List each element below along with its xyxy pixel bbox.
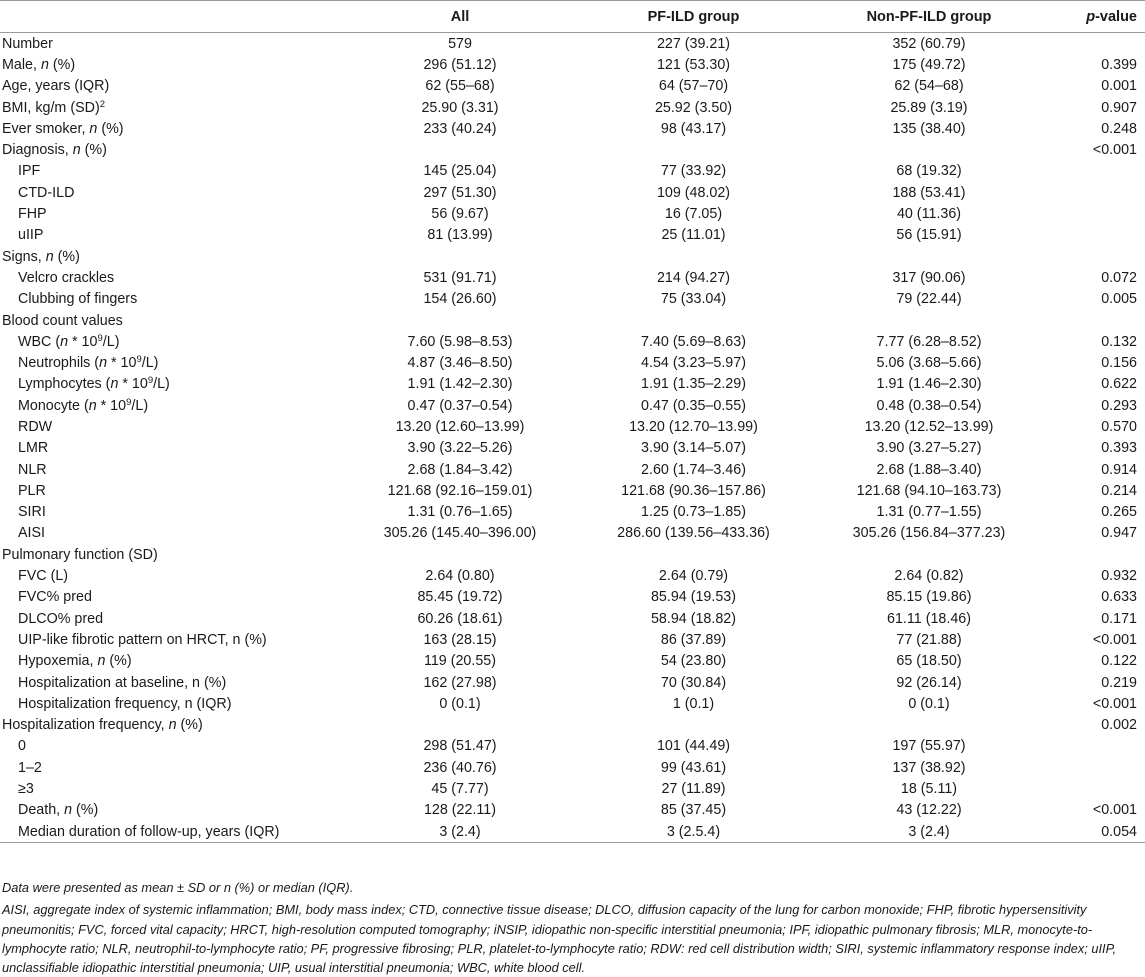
- cell-pf-ild: 109 (48.02): [656, 184, 731, 201]
- row-label: [0, 483, 340, 499]
- table-row: [0, 331, 1145, 352]
- row-label-part: n: [72, 142, 81, 159]
- cell-all: 297 (51.30): [423, 184, 497, 201]
- cell-non-pf-ild: 175 (49.72): [892, 56, 966, 73]
- cell-non-pf-ild: 61.11 (18.46): [887, 610, 971, 627]
- table-row: [0, 693, 1145, 714]
- row-label-part: Signs,: [2, 248, 46, 265]
- row-label: [0, 249, 340, 265]
- row-label-part: (%): [80, 142, 107, 159]
- cell-pf-ild: 1.91 (1.35–2.29): [641, 376, 746, 393]
- row-label: [0, 185, 340, 201]
- cell-all: 60.26 (18.61): [417, 610, 503, 627]
- cell-p-value: 0.219: [1101, 674, 1137, 691]
- cell-all: 62 (55–68): [425, 78, 495, 95]
- table-row: [0, 715, 1145, 736]
- table-row: [0, 757, 1145, 778]
- table-row: [0, 395, 1145, 416]
- cell-pf-ild: 0.47 (0.35–0.55): [641, 397, 746, 414]
- row-label: [0, 653, 340, 669]
- row-label-part: uIIP: [18, 227, 44, 244]
- cell-non-pf-ild: 92 (26.14): [896, 674, 962, 691]
- row-label-part: n: [168, 717, 177, 734]
- cell-non-pf-ild: 2.64 (0.82): [894, 568, 964, 585]
- cell-pf-ild: 25.92 (3.50): [654, 99, 733, 116]
- row-label-part: 0: [18, 738, 26, 755]
- row-label-part: (%): [105, 653, 132, 670]
- table-row: [0, 139, 1145, 160]
- row-label: [0, 36, 340, 52]
- row-label: [0, 675, 340, 691]
- cell-all: 0 (0.1): [439, 695, 481, 712]
- cell-non-pf-ild: 77 (21.88): [896, 631, 962, 648]
- row-label-part: n: [110, 376, 119, 393]
- cell-pf-ild: 2.64 (0.79): [658, 568, 729, 585]
- cell-pf-ild: 85 (37.45): [660, 802, 727, 819]
- row-label-part: RDW: [18, 418, 53, 435]
- cell-pf-ild: 75 (33.04): [660, 291, 727, 308]
- cell-all: 298 (51.47): [423, 738, 497, 755]
- cell-all: 2.68 (1.84–3.42): [407, 461, 513, 478]
- row-label-part: Diagnosis,: [2, 142, 73, 159]
- row-label-part: UIP-like fibrotic pattern on HRCT, n (%): [18, 631, 267, 648]
- row-label: [0, 419, 340, 435]
- cell-pf-ild: 227 (39.21): [656, 35, 731, 52]
- row-label-part: n: [64, 802, 73, 819]
- row-label: [0, 291, 340, 307]
- row-label: [0, 781, 340, 797]
- cell-non-pf-ild: 121.68 (94.10–163.73): [856, 482, 1002, 499]
- cell-non-pf-ild: 43 (12.22): [896, 802, 962, 819]
- row-label-part: PLR: [18, 482, 46, 499]
- row-label: [0, 589, 340, 605]
- cell-non-pf-ild: 40 (11.36): [896, 206, 962, 223]
- row-label: [0, 462, 340, 478]
- row-label: [0, 525, 340, 541]
- cell-non-pf-ild: 18 (5.11): [900, 781, 958, 798]
- table-row: [0, 416, 1145, 437]
- row-label: [0, 568, 340, 584]
- cell-p-value: 0.156: [1101, 355, 1137, 372]
- table-row: [0, 182, 1145, 203]
- cell-non-pf-ild: 1.31 (0.77–1.55): [876, 504, 982, 521]
- row-label-part: Hypoxemia,: [18, 653, 98, 670]
- table-row: [0, 502, 1145, 523]
- cell-pf-ild: 1 (0.1): [672, 695, 715, 712]
- cell-p-value: <0.001: [1092, 142, 1137, 159]
- row-label: [0, 440, 340, 456]
- row-label-part: * 10: [68, 333, 98, 350]
- row-label: [0, 611, 340, 627]
- row-label-part: Lymphocytes (: [18, 376, 111, 393]
- cell-all: 145 (25.04): [423, 163, 497, 180]
- row-label-part: * 10: [107, 355, 137, 372]
- cell-p-value: 0.002: [1101, 717, 1137, 734]
- row-label-part: /L): [153, 376, 170, 393]
- table-row: [0, 225, 1145, 246]
- cell-p-value: 0.005: [1101, 291, 1137, 308]
- row-label-part: Hospitalization at baseline, n (%): [18, 674, 227, 691]
- cell-non-pf-ild: 2.68 (1.88–3.40): [876, 461, 982, 478]
- cell-all: 45 (7.77): [431, 781, 489, 798]
- table-row: [0, 608, 1145, 629]
- cell-non-pf-ild: 65 (18.50): [896, 653, 962, 670]
- cell-pf-ild: 286.60 (139.56–433.36): [617, 525, 770, 542]
- row-label: [0, 334, 340, 350]
- cell-pf-ild: 1.25 (0.73–1.85): [641, 504, 746, 521]
- cell-p-value: 0.399: [1101, 56, 1137, 73]
- cell-non-pf-ild: 85.15 (19.86): [886, 589, 972, 606]
- cell-pf-ild: 64 (57–70): [658, 78, 729, 95]
- cell-p-value: 0.122: [1101, 653, 1137, 670]
- table-row: [0, 544, 1145, 565]
- cell-p-value: 0.171: [1101, 610, 1137, 627]
- table-row: [0, 97, 1145, 118]
- row-label-part: SIRI: [18, 504, 46, 521]
- cell-p-value: 0.907: [1101, 99, 1137, 116]
- table-row: [0, 374, 1145, 395]
- row-label-part: n: [40, 56, 49, 73]
- row-label-part: (%): [176, 717, 203, 734]
- cell-non-pf-ild: 0 (0.1): [908, 695, 950, 712]
- cell-all: 163 (28.15): [423, 631, 497, 648]
- cell-all: 13.20 (12.60–13.99): [395, 418, 525, 435]
- table-row: [0, 778, 1145, 799]
- cell-pf-ild: 13.20 (12.70–13.99): [629, 418, 758, 435]
- row-label-part: 9: [126, 396, 132, 408]
- table-row: [0, 438, 1145, 459]
- row-label-part: * 10: [96, 397, 127, 414]
- table-header-row: [0, 0, 1145, 33]
- row-label: [0, 100, 340, 116]
- cell-p-value: <0.001: [1092, 802, 1137, 819]
- row-label-part: NLR: [18, 461, 47, 478]
- cell-all: 119 (20.55): [423, 653, 497, 670]
- cell-pf-ild: 70 (30.84): [660, 674, 727, 691]
- table-row: [0, 800, 1145, 821]
- cell-all: 7.60 (5.98–8.53): [407, 333, 513, 350]
- cell-non-pf-ild: 25.89 (3.19): [890, 99, 968, 116]
- row-label-part: FHP: [18, 206, 47, 223]
- row-label-part: Median duration of follow-up, years (IQR): [18, 823, 280, 840]
- row-label-part: (%): [72, 802, 99, 819]
- cell-p-value: 0.001: [1101, 78, 1137, 95]
- cell-non-pf-ild: 197 (55.97): [892, 738, 966, 755]
- cell-p-value: 0.622: [1101, 376, 1137, 393]
- row-label-part: (SD): [66, 99, 100, 116]
- table-row: [0, 736, 1145, 757]
- table-row: [0, 289, 1145, 310]
- row-label-part: n: [60, 333, 69, 350]
- table-row: [0, 310, 1145, 331]
- header-p-value: [1051, 9, 1145, 25]
- table-row: [0, 161, 1145, 182]
- table-row: [0, 352, 1145, 373]
- cell-pf-ild: 2.60 (1.74–3.46): [641, 461, 746, 478]
- table-row: [0, 480, 1145, 501]
- row-label-part: n: [89, 120, 98, 137]
- cell-all: 3 (2.4): [439, 823, 481, 840]
- row-label: [0, 738, 340, 754]
- cell-pf-ild: 98 (43.17): [660, 120, 727, 137]
- cell-non-pf-ild: 135 (38.40): [892, 120, 966, 137]
- table-body: [0, 33, 1145, 843]
- row-label-part: * 10: [118, 376, 148, 393]
- row-label: [0, 760, 340, 776]
- row-label-part: Velcro crackles: [18, 269, 115, 286]
- header-p-italic: p: [1086, 8, 1096, 25]
- cell-pf-ild: 54 (23.80): [660, 653, 727, 670]
- table-row: [0, 459, 1145, 480]
- cell-p-value: 0.072: [1101, 269, 1137, 286]
- row-label-part: Death,: [18, 802, 65, 819]
- row-label-part: Number: [2, 35, 53, 52]
- header-all: All: [450, 8, 470, 25]
- row-label-part: 9: [147, 375, 154, 387]
- cell-all: 25.90 (3.31): [421, 99, 499, 116]
- cell-p-value: 0.214: [1101, 482, 1137, 499]
- row-label-part: Neutrophils (: [18, 355, 100, 372]
- row-label-part: 9: [136, 354, 142, 366]
- table-row: [0, 629, 1145, 650]
- footnote-data-presentation: Data were presented as mean ± SD or n (%) or median (IQR).: [2, 880, 354, 895]
- table-footnotes: [2, 878, 1142, 977]
- cell-p-value: 0.393: [1101, 440, 1137, 457]
- cell-p-value: 0.914: [1101, 461, 1137, 478]
- table-row: [0, 118, 1145, 139]
- cell-all: 128 (22.11): [423, 802, 497, 819]
- row-label: [0, 78, 340, 94]
- cell-non-pf-ild: 5.06 (3.68–5.66): [876, 355, 982, 372]
- row-label-part: ≥3: [18, 781, 34, 798]
- row-label-part: Blood count values: [2, 312, 123, 329]
- row-label-part: BMI, kg/m: [2, 99, 67, 116]
- table-row: [0, 33, 1145, 54]
- row-label-part: n: [99, 355, 108, 372]
- row-label-part: FVC (L): [18, 568, 69, 585]
- cell-pf-ild: 101 (44.49): [656, 738, 731, 755]
- cell-all: 121.68 (92.16–159.01): [387, 482, 533, 499]
- row-label-part: (%): [53, 248, 80, 265]
- cell-non-pf-ild: 305.26 (156.84–377.23): [852, 525, 1006, 542]
- footnote-abbreviations: AISI, aggregate index of systemic inflammation; BMI, body mass index; CTD, connective tissue disease; DLCO, diffusion capacity of the lung for carbon monoxide; FHP, fibrotic hypersensitivity pneumonitis; FVC, forced vital capacity; HRCT, high-resolution computed tomography; iNSIP, idiopathic non-specific interstitial pneumonia; IPF, idiopathic pulmonary fibrosis; MLR, monocyte-to-lymphocyte ratio; NLR, neutrophil-to-lymphocyte ratio; PF, progressive fibrosing; PLR, platelet-to-lymphocyte ratio; RDW: red cell distribution width; SIRI, systemic inflammatory response index; uIIP, unclassifiable idiopathic interstitial pneumonia; UIP, usual interstitial pneumonia; WBC, white blood cell.: [2, 902, 1117, 976]
- table-row: [0, 821, 1145, 843]
- row-label-part: n: [88, 397, 97, 414]
- cell-pf-ild: 4.54 (3.23–5.97): [641, 355, 746, 372]
- cell-p-value: 0.265: [1101, 504, 1137, 521]
- cell-non-pf-ild: 3 (2.4): [908, 823, 950, 840]
- cell-non-pf-ild: 13.20 (12.52–13.99): [864, 418, 994, 435]
- row-label-part: Ever smoker,: [2, 120, 90, 137]
- table-row: [0, 267, 1145, 288]
- row-label-part: Male,: [2, 56, 41, 73]
- row-label: [0, 355, 340, 371]
- cell-non-pf-ild: 137 (38.92): [892, 759, 966, 776]
- cell-pf-ild: 99 (43.61): [660, 759, 727, 776]
- table-row: [0, 76, 1145, 97]
- row-label: [0, 696, 340, 712]
- cell-non-pf-ild: 1.91 (1.46–2.30): [876, 376, 982, 393]
- row-label-part: /L): [131, 397, 149, 414]
- cell-all: 531 (91.71): [423, 269, 497, 286]
- cell-non-pf-ild: 3.90 (3.27–5.27): [876, 440, 982, 457]
- row-label-part: 1–2: [18, 759, 42, 776]
- header-non-pf-ild: Non-PF-ILD group: [866, 8, 992, 25]
- cell-p-value: 0.947: [1101, 525, 1137, 542]
- row-label-part: n: [97, 653, 106, 670]
- cell-non-pf-ild: 79 (22.44): [896, 291, 962, 308]
- row-label-part: Monocyte (: [18, 397, 89, 414]
- table-row: [0, 246, 1145, 267]
- cell-pf-ild: 121.68 (90.36–157.86): [621, 482, 766, 499]
- table-row: [0, 651, 1145, 672]
- row-label: [0, 57, 340, 73]
- cell-p-value: 0.633: [1101, 589, 1137, 606]
- row-label: [0, 227, 340, 243]
- row-label: [0, 547, 340, 563]
- cell-non-pf-ild: 62 (54–68): [894, 78, 964, 95]
- cell-pf-ild: 16 (7.05): [664, 206, 723, 223]
- row-label-part: FVC% pred: [18, 589, 92, 606]
- cell-non-pf-ild: 0.48 (0.38–0.54): [876, 397, 982, 414]
- row-label: [0, 270, 340, 286]
- cell-p-value: 0.248: [1101, 120, 1137, 137]
- row-label: [0, 163, 340, 179]
- row-label: [0, 802, 340, 818]
- cell-pf-ild: 77 (33.92): [660, 163, 727, 180]
- table-row: [0, 203, 1145, 224]
- row-label: [0, 313, 340, 329]
- row-label-part: n: [45, 248, 54, 265]
- cell-all: 81 (13.99): [427, 227, 493, 244]
- table-row: [0, 523, 1145, 544]
- row-label: [0, 717, 340, 733]
- cell-all: 296 (51.12): [423, 56, 497, 73]
- row-label: [0, 376, 340, 392]
- row-label-part: AISI: [18, 525, 46, 542]
- cell-all: 236 (40.76): [423, 759, 497, 776]
- cell-all: 0.47 (0.37–0.54): [407, 397, 513, 414]
- row-label: [0, 504, 340, 520]
- row-label-part: CTD-ILD: [18, 184, 75, 201]
- cell-non-pf-ild: 7.77 (6.28–8.52): [876, 333, 982, 350]
- row-label-part: DLCO% pred: [18, 610, 104, 627]
- cell-p-value: 0.570: [1101, 418, 1137, 435]
- row-label-part: (%): [48, 56, 76, 73]
- row-label: [0, 121, 340, 137]
- cell-pf-ild: 214 (94.27): [656, 269, 731, 286]
- row-label-part: Hospitalization frequency, n (IQR): [18, 695, 232, 712]
- row-label-part: IPF: [18, 163, 41, 180]
- row-label-part: Clubbing of fingers: [18, 291, 138, 308]
- cell-p-value: 0.132: [1101, 333, 1137, 350]
- table-row: [0, 565, 1145, 586]
- cell-all: 1.31 (0.76–1.65): [407, 504, 513, 521]
- cell-pf-ild: 3.90 (3.14–5.07): [641, 440, 746, 457]
- cell-p-value: 0.293: [1101, 397, 1137, 414]
- header-pf-ild: PF-ILD group: [647, 8, 740, 25]
- header-p-suffix: -value: [1095, 8, 1137, 25]
- cell-pf-ild: 3 (2.5.4): [666, 823, 721, 840]
- row-label-part: 2: [99, 98, 105, 110]
- row-label-part: Hospitalization frequency,: [2, 717, 169, 734]
- cell-pf-ild: 58.94 (18.82): [650, 610, 737, 627]
- row-label-part: Age, years (IQR): [2, 78, 110, 95]
- cell-pf-ild: 25 (11.01): [661, 227, 726, 244]
- cell-non-pf-ild: 68 (19.32): [896, 163, 962, 180]
- cell-non-pf-ild: 56 (15.91): [896, 227, 962, 244]
- row-label-part: WBC (: [18, 333, 61, 350]
- table-row: [0, 672, 1145, 693]
- table-row: [0, 587, 1145, 608]
- cell-pf-ild: 86 (37.89): [660, 631, 727, 648]
- row-label-part: (%): [97, 120, 124, 137]
- row-label-part: LMR: [18, 440, 49, 457]
- cell-all: 2.64 (0.80): [425, 568, 495, 585]
- cell-all: 233 (40.24): [423, 120, 497, 137]
- row-label: [0, 206, 340, 222]
- row-label-part: /L): [102, 333, 120, 350]
- cell-p-value: 0.054: [1101, 823, 1137, 840]
- row-label-part: Pulmonary function (SD): [2, 546, 158, 563]
- row-label-part: /L): [141, 355, 159, 372]
- row-label: [0, 632, 340, 648]
- row-label: [0, 142, 340, 158]
- cell-all: 85.45 (19.72): [417, 589, 503, 606]
- cell-pf-ild: 85.94 (19.53): [650, 589, 737, 606]
- cell-all: 56 (9.67): [431, 206, 489, 223]
- row-label-part: 9: [97, 332, 103, 344]
- table-row: [0, 54, 1145, 75]
- cell-p-value: 0.932: [1101, 568, 1137, 585]
- cell-p-value: <0.001: [1092, 631, 1137, 648]
- cell-pf-ild: 7.40 (5.69–8.63): [641, 333, 746, 350]
- row-label: [0, 824, 340, 840]
- row-label: [0, 398, 340, 414]
- cell-all: 4.87 (3.46–8.50): [407, 355, 513, 372]
- cell-all: 305.26 (145.40–396.00): [383, 525, 537, 542]
- cell-all: 579: [448, 35, 472, 52]
- cell-non-pf-ild: 188 (53.41): [892, 184, 966, 201]
- cell-p-value: <0.001: [1092, 695, 1137, 712]
- cell-all: 3.90 (3.22–5.26): [407, 440, 513, 457]
- cell-non-pf-ild: 317 (90.06): [892, 269, 966, 286]
- cell-pf-ild: 27 (11.89): [661, 781, 726, 798]
- cell-pf-ild: 121 (53.30): [656, 56, 731, 73]
- cell-all: 154 (26.60): [423, 291, 497, 308]
- cell-non-pf-ild: 352 (60.79): [892, 35, 966, 52]
- cell-all: 162 (27.98): [423, 674, 497, 691]
- cell-all: 1.91 (1.42–2.30): [407, 376, 513, 393]
